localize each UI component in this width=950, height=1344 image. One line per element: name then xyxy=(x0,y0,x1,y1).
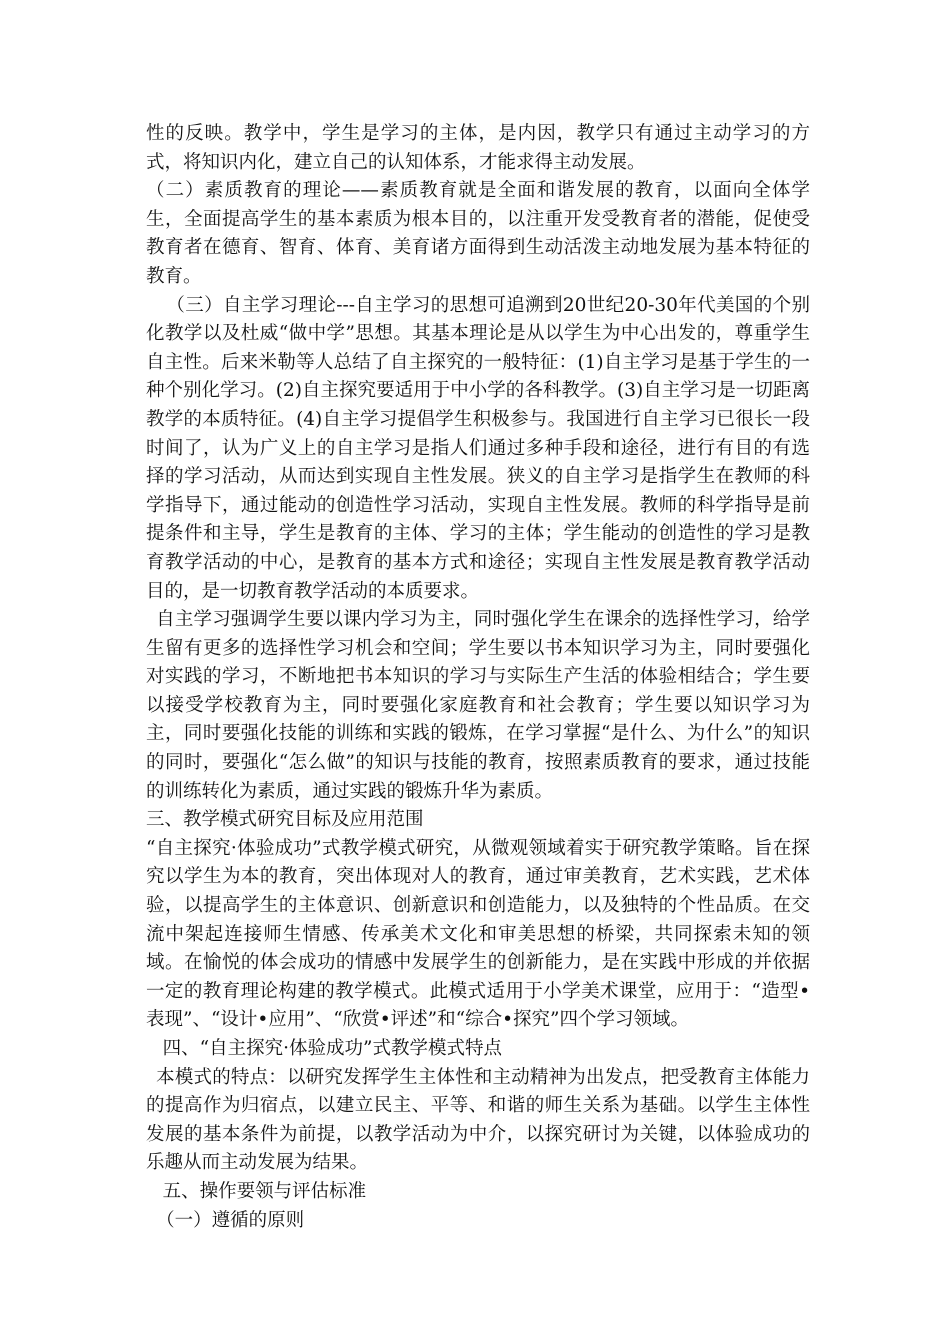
document-page xyxy=(146,120,810,1235)
paragraph-model-research-goals: “自主探究·体验成功”式教学模式研究，从微观领域着实于研究教学策略。旨在探究以学生为本的教育，突出体现对人的教育，通过审美教育，艺术实践，艺术体验，以提高学生的主体意识、创新意识和创造能力，以及独特的个性品质。在交流中架起连接师生情感、传承美术文化和审美思想的桥梁，共同探索未知的领域。在愉悦的体会成功的情感中发展学生的创新能力，是在实践中形成的并依据一定的教育理论构建的教学模式。此模式适用于小学美术课堂，应用于：“造型•表现”、“设计•应用”、“欣赏•评述”和“综合•探究”四个学习领域。 xyxy=(146,837,810,1031)
heading-section-3: 三、教学模式研究目标及应用范围 xyxy=(146,809,424,831)
heading-section-4: 四、“自主探究·体验成功”式教学模式特点 xyxy=(162,1038,502,1059)
paragraph-autonomous-learning-theory: （三）自主学习理论---自主学习的思想可追溯到20世纪20-30年代美国的个别化教学以及杜威“做中学”思想。其基本理论是从以学生为中心出发的，尊重学生自主性。后来米勒等人总结了自主探究的一般特征：(1)自主学习是基于学生的一种个别化学习。(2)自主探究要适用于中小学的各科教学。(3)自主学习是一切距离教学的本质特征。(4)自主学习提倡学生积极参与。我国进行自主学习已很长一段时间了，认为广义上的自主学习是指人们通过多种手段和途径，进行有目的有选择的学习活动，从而达到实现自主性发展。狭义的自主学习是指学生在教师的科学指导下，通过能动的创造性学习活动，实现自主性发展。教师的科学指导是前提条件和主导，学生是教育的主体、学习的主体；学生能动的创造性的学习是教育教学活动的中心，是教育的基本方式和途径；实现自主性发展是教育教学活动目的，是一切教育教学活动的本质要求。 xyxy=(146,294,810,602)
paragraph-quality-education-theory: （二）素质教育的理论——素质教育就是全面和谐发展的教育，以面向全体学生，全面提高学生的基本素质为根本目的，以注重开发受教育者的潜能，促使受教育者在德育、智育、体育、美育诸方面得到生动活泼主动地发展为基本特征的教育。 xyxy=(146,180,810,287)
paragraph-intro-continuation: 性的反映。教学中，学生是学习的主体，是内因，教学只有通过主动学习的方式，将知识内化，建立自己的认知体系，才能求得主动发展。 xyxy=(146,123,810,173)
heading-section-5: 五、操作要领与评估标准 xyxy=(162,1180,367,1202)
paragraph-model-features: 本模式的特点：以研究发挥学生主体性和主动精神为出发点，把受教育主体能力的提高作为归宿点，以建立民主、平等、和谐的师生关系为基础。以学生主体性发展的基本条件为前提，以教学活动为中介，以探究研讨为关键，以体验成功的乐趣从而主动发展为结果。 xyxy=(146,1066,810,1174)
heading-subsection-principles: （一）遵循的原则 xyxy=(156,1209,305,1231)
paragraph-autonomous-learning-emphasis: 自主学习强调学生要以课内学习为主，同时强化学生在课余的选择性学习，给学生留有更多的选择性学习机会和空间；学生要以书本知识学习为主，同时要强化对实践的学习，不断地把书本知识的学习与实际生产生活的体验相结合；学生要以接受学校教育为主，同时要强化家庭教育和社会教育；学生要以知识学习为主，同时要强化技能的训练和实践的锻炼，在学习掌握“是什么、为什么”的知识的同时，要强化“怎么做”的知识与技能的教育，按照素质教育的要求，通过技能的训练转化为素质，通过实践的锻炼升华为素质。 xyxy=(146,609,810,802)
